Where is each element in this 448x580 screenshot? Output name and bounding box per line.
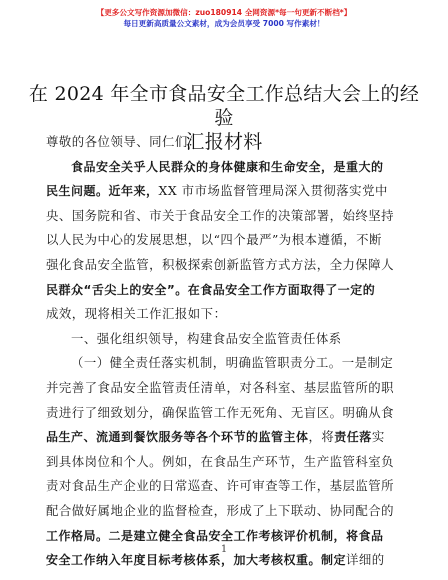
paragraph-line (46, 179, 402, 204)
paragraph-line: 强化食品安全监管，积极探索创新监管方式方法，全力保障人 (46, 256, 395, 272)
paragraph-line: 到具体岗位和个人。例如，在食品生产环节，生产监管科室负 (46, 453, 395, 469)
bold-text: 责任落 (334, 430, 372, 445)
paragraph-line (46, 425, 402, 450)
page-number: 1 (220, 544, 228, 555)
paragraph-line: 食品安全关乎人民群众的身体健康和生命安全，是重大的 (71, 159, 384, 174)
paragraph-line: 央、国务院和省、市关于食品安全工作的决策部署，始终坚持 (46, 207, 395, 223)
bold-text: 品生产、流通到餐饮服务等各个环节的监管主体 (46, 430, 309, 445)
document-title-line1: 在 2024 年全市食品安全工作总结大会上的经验 (28, 83, 420, 129)
promo-banner-line2: 每日更新高质量公文素材，成为会员享受 7000 写作素材！ (123, 19, 325, 28)
paragraph-line: 民群众“舌尖上的安全”。在食品安全工作方面取得了一定的 (46, 282, 376, 297)
paragraph-text: 详细的 (346, 552, 385, 568)
document-body (46, 130, 402, 573)
section-heading: 一、强化组织领导，构建食品安全监管责任体系 (71, 330, 342, 346)
paragraph-line: 以人民为中心的发展思想，以“四个最严”为根本遵循，不断 (46, 232, 382, 248)
salutation: 尊敬的各位领导、同仁们： (46, 134, 201, 149)
paragraph-line: （一）健全责任落实机制，明确监管职责分工。一是制定 (71, 355, 394, 371)
paragraph-text: ，将 (308, 429, 335, 445)
promo-banner-line1: 【更多公文写作资源加微信：zuo180914 全网资源*每一句更新不断档*】 (96, 8, 352, 17)
paragraph-line: 并完善了食品安全监管责任清单，对各科室、基层监管所的职 (46, 379, 395, 395)
paragraph-line: 责进行了细致划分，确保监管工作无死角、无盲区。明确从食 (46, 404, 395, 420)
paragraph-line: 责对食品生产企业的日常巡查、许可审查等工作，基层监管所 (46, 478, 395, 494)
document-title-line2: 汇报材料 (185, 131, 263, 153)
paragraph-line: 成效，现将相关工作汇报如下： (46, 306, 227, 322)
bold-text: 安全工作纳入年度目标考核体系，加大考核权重。制定 (46, 553, 347, 568)
bold-text: 二是建立健全食品安全工作考核评价机制，将食品 (108, 528, 384, 543)
paragraph-text: XX 市市场监督管理局深入贯彻落实党中 (158, 183, 388, 199)
bold-text: 工作格局。 (46, 528, 109, 543)
bold-text: 民生问题。近年来， (46, 184, 159, 199)
paragraph-text: 实 (371, 429, 385, 445)
paragraph-line: 配合做好属地企业的监督检查，形成了上下联动、协同配合的 (46, 502, 395, 518)
promo-banner (0, 7, 448, 29)
